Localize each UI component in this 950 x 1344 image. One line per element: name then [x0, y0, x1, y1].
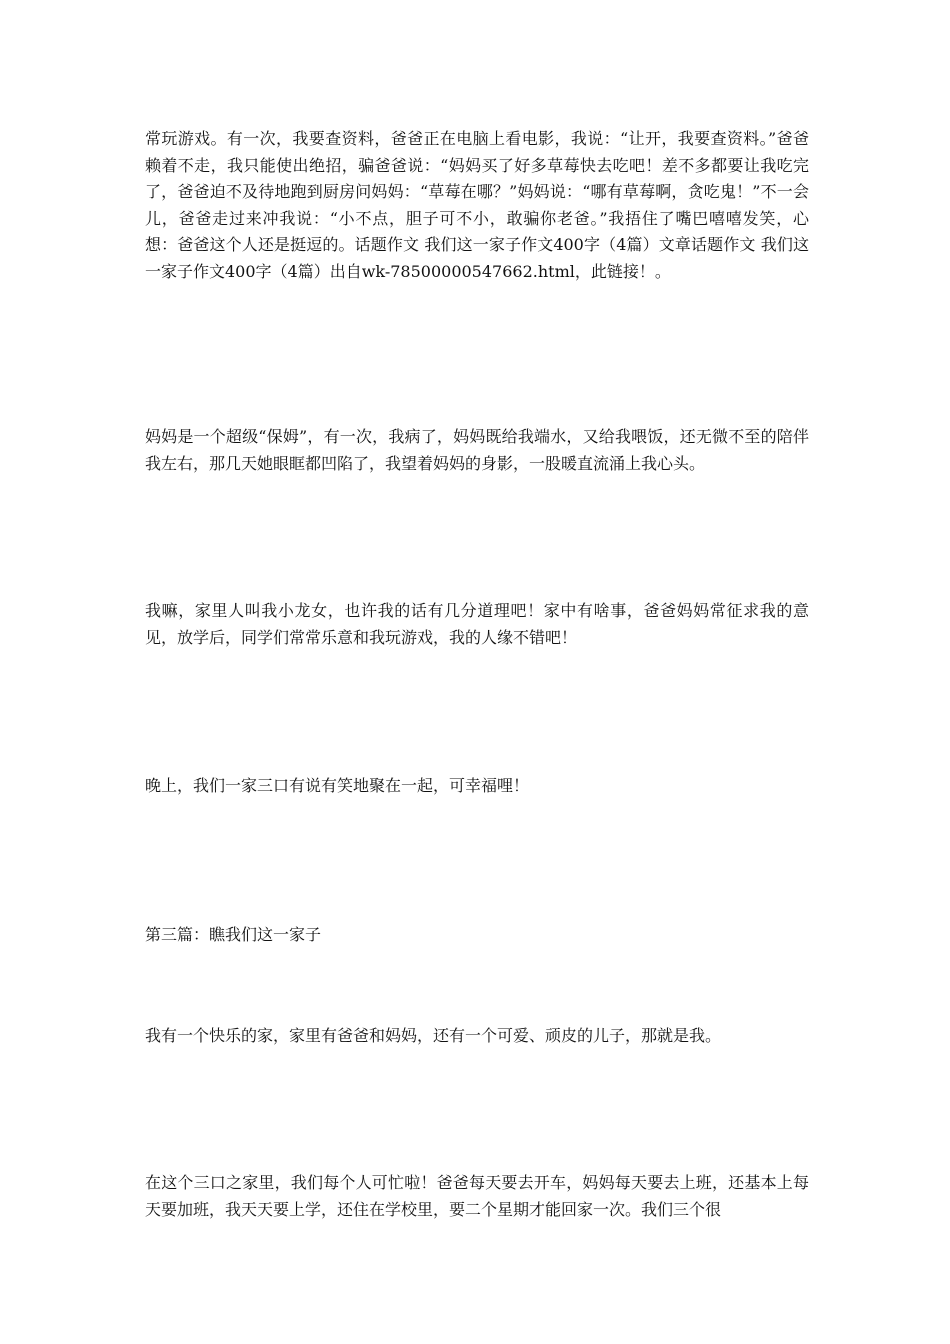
paragraph-evening: 晚上，我们一家三口有说有笑地聚在一起，可幸福哩！	[145, 776, 530, 795]
paragraph-me: 我嘛，家里人叫我小龙女，也许我的话有几分道理吧！家中有啥事，爸爸妈妈常征求我的意见，放学后，同学们常常乐意和我玩游戏，我的人缘不错吧！	[145, 601, 809, 647]
paragraph-story-continuation: 常玩游戏。有一次，我要查资料，爸爸正在电脑上看电影，我说：“让开，我要查资料。”爸爸赖着不走，我只能使出绝招，骗爸爸说：“妈妈买了好多草莓快去吃吧！差不多都要让我吃完了，爸爸迫不及待地跑到厨房问妈妈：“草莓在哪？”妈妈说：“哪有草莓啊，贪吃鬼！”不一会儿，爸爸走过来冲我说：“小不点，胆子可不小，敢骗你老爸。”我捂住了嘴巴嘻嘻发笑，心想：爸爸这个人还是挺逗的。话题作文 我们这一家子作文400字（4篇）文章话题作文 我们这一家子作文400字（4篇）出自wk-78500000547662.html，此链接！。	[145, 129, 809, 281]
section-heading-part-three: 第三篇：瞧我们这一家子	[145, 925, 322, 944]
paragraph-happy-family: 我有一个快乐的家，家里有爸爸和妈妈，还有一个可爱、顽皮的儿子，那就是我。	[145, 1026, 722, 1045]
paragraph-busy-family: 在这个三口之家里，我们每个人可忙啦！爸爸每天要去开车，妈妈每天要去上班，还基本上每天要加班，我天天要上学，还住在学校里，要二个星期才能回家一次。我们三个很	[145, 1173, 809, 1219]
paragraph-mother: 妈妈是一个超级“保姆”，有一次，我病了，妈妈既给我端水，又给我喂饭，还无微不至的陪伴我左右，那几天她眼眶都凹陷了，我望着妈妈的身影，一股暖直流涌上我心头。	[145, 427, 809, 473]
